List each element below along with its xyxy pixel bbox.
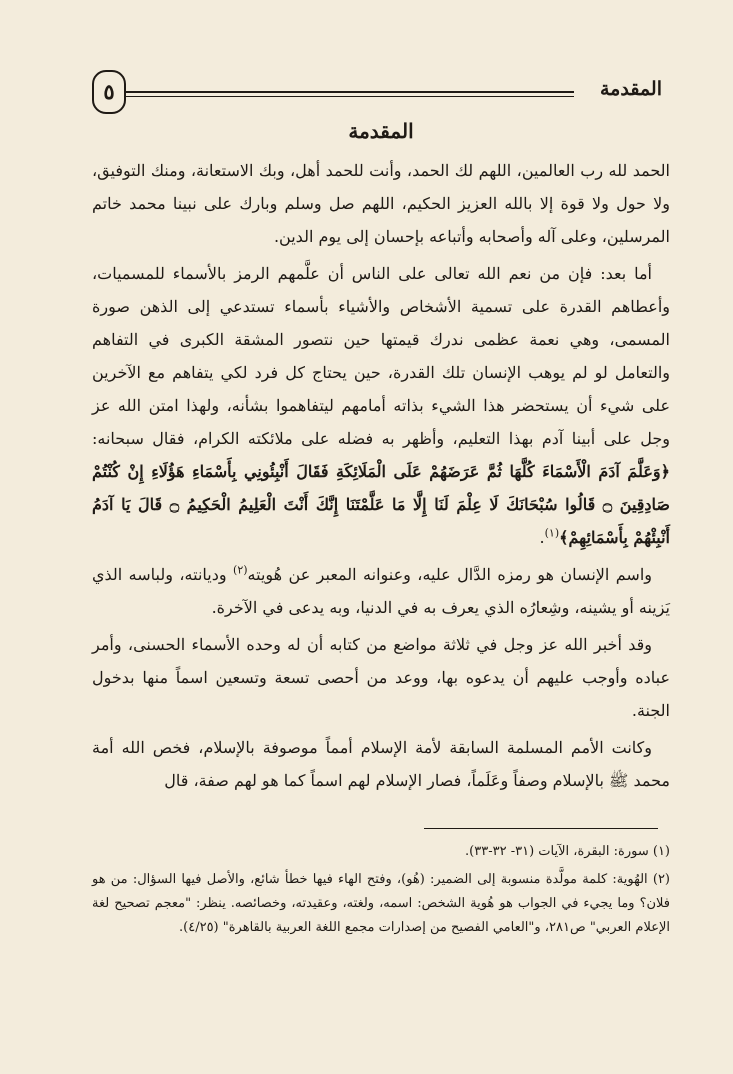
quran-verse: ﴿وَعَلَّمَ آدَمَ الْأَسْمَاءَ كُلَّهَا ثُمَّ عَرَضَهُمْ عَلَى الْمَلَائِكَةِ فَقَالَ أَنْبِئُونِي بِأَسْمَاءِ هَؤُلَاءِ إِنْ كُنْتُمْ صَادِقِينَ ۝ قَالُوا سُبْحَانَكَ لَا عِلْمَ لَنَا إِلَّا مَا عَلَّمْتَنَا إِنَّكَ أَنْتَ الْعَلِيمُ الْحَكِيمُ ۝ قَالَ يَا آدَمُ أَنْبِئْهُمْ بِأَسْمَائِهِمْ﴾ bbox=[92, 462, 670, 547]
paragraph bbox=[92, 558, 670, 624]
paragraph bbox=[92, 257, 670, 554]
footnote-separator bbox=[424, 828, 658, 829]
paragraph-text: وقد أخبر الله عز وجل في ثلاثة مواضع من كتابه أن له وحده الأسماء الحسنى، وأمر عباده وأوجب عليهم أن يدعوه بها، ووعد من أحصى تسعة وتسعين اسماً منها بدخول الجنة. bbox=[92, 635, 670, 720]
page-number: ٥ bbox=[92, 70, 126, 114]
chapter-title: المقدمة bbox=[348, 119, 414, 143]
header-rule bbox=[126, 91, 574, 97]
running-header bbox=[92, 70, 662, 114]
paragraph-text: وكانت الأمم المسلمة السابقة لأمة الإسلام أمماً موصوفة بالإسلام، فخص الله أمة محمد ﷺ بالإسلام وصفاً وعَلَماً، فصار الإسلام لهم اسماً كما هو لهم صفة، قال bbox=[92, 738, 670, 790]
footnotes bbox=[92, 840, 670, 944]
footnote-ref: (٢) bbox=[233, 563, 248, 577]
paragraph bbox=[92, 731, 670, 797]
paragraph-tail: . bbox=[539, 528, 545, 547]
paragraph-text: الحمد لله رب العالمين، اللهم لك الحمد، وأنت للحمد أهل، وبك الاستعانة، ومنك التوفيق، ولا حول ولا قوة إلا بالله العزيز الحكيم، اللهم صل وسلم وبارك على نبينا محمد خاتم المرسلين، وعلى آله وأصحابه وأتباعه بإحسان إلى يوم الدين. bbox=[92, 161, 670, 246]
paragraph bbox=[92, 154, 670, 253]
paragraph-text: أما بعد: فإن من نعم الله تعالى على الناس أن علَّمهم الرمز بالأسماء للمسميات، وأعطاهم القدرة على تسمية الأشخاص والأشياء بأسماء تستدعي إلى الذهن صورة المسمى، وهي نعمة عظمى ندرك قيمتها حين نتصور المشقة الكبرى في التفاهم والتعامل لو لم يوهب الإنسان تلك القدرة، حين يحتاج كل فرد لكي يتفاهم مع الآخرين على شيء أن يستحضر هذا الشيء بذاته أمامهم ليتفاهموا بشأنه، ولهذا امتن الله عز وجل على أبينا آدم بهذا التعليم، وأظهر به فضله على ملائكته الكرام، فقال سبحانه: bbox=[92, 264, 671, 448]
footnote-ref: (١) bbox=[544, 526, 560, 540]
main-text bbox=[92, 114, 670, 801]
footnote: (١) سورة: البقرة، الآيات (٣١- ٣٢-٣٣). bbox=[465, 844, 670, 859]
running-title: المقدمة bbox=[599, 78, 662, 100]
paragraph-text: واسم الإنسان هو رمزه الدَّال عليه، وعنوانه المعبر عن هُويته bbox=[247, 565, 652, 584]
paragraph-tail: وديانته، ولباسه الذي يَزينه أو يشينه، وشِعارُه الذي يعرف به في الدنيا، وبه يدعى في الآخرة. bbox=[92, 565, 670, 617]
paragraph bbox=[92, 628, 670, 727]
footnote: (٢) الهُوية: كلمة مولَّدة منسوبة إلى الضمير: (هُو)، وفتح الهاء فيها خطأ شائع، والأصل فيها السؤال: من هو فلان؟ وما يجيء في الجواب هو هُوية الشخص: اسمه، ولغته، وعقيدته، وخصائصه. ينظر: "معجم تصحيح لغة الإعلام العربي" ص٢٨١، و"العامي الفصيح من إصدارات مجمع اللغة العربية بالقاهرة" (٤/٢٥). bbox=[92, 872, 670, 935]
